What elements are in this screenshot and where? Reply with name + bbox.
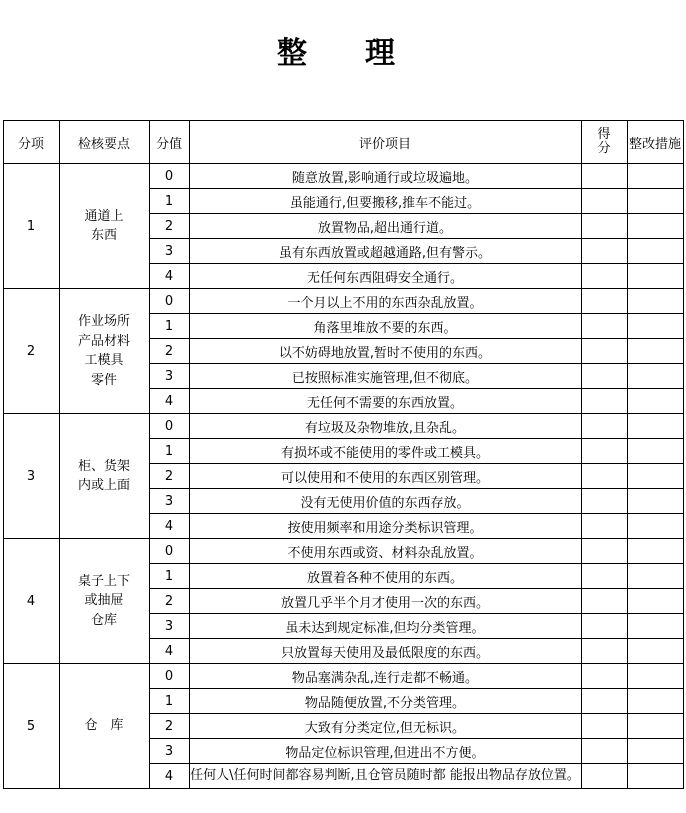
cell-got-score[interactable] xyxy=(581,314,627,339)
cell-correction[interactable] xyxy=(627,664,683,689)
cell-correction[interactable] xyxy=(627,764,683,789)
cell-score-value: 2 xyxy=(149,464,189,489)
cell-correction[interactable] xyxy=(627,214,683,239)
cell-evaluation-item: 以不妨碍地放置,暂时不使用的东西。 xyxy=(189,339,581,364)
column-header-score-value: 分值 xyxy=(149,121,189,164)
cell-score-value: 4 xyxy=(149,264,189,289)
cell-score-value: 4 xyxy=(149,639,189,664)
cell-evaluation-item: 物品随便放置,不分类管理。 xyxy=(189,689,581,714)
cell-got-score[interactable] xyxy=(581,464,627,489)
column-header-got-score xyxy=(581,121,627,164)
cell-evaluation-item: 放置物品,超出通行道。 xyxy=(189,214,581,239)
cell-correction[interactable] xyxy=(627,614,683,639)
cell-got-score[interactable] xyxy=(581,589,627,614)
cell-evaluation-item: 放置着各种不使用的东西。 xyxy=(189,564,581,589)
cell-correction[interactable] xyxy=(627,189,683,214)
cell-correction[interactable] xyxy=(627,239,683,264)
column-header-evaluation-item: 评价项目 xyxy=(189,121,581,164)
cell-evaluation-item: 已按照标准实施管理,但不彻底。 xyxy=(189,364,581,389)
check-point-line: 通道上 xyxy=(84,208,124,224)
check-point-line: 或抽屉 xyxy=(84,593,124,609)
check-point-line: 内或上面 xyxy=(77,478,130,493)
cell-score-value: 3 xyxy=(149,239,189,264)
cell-score-value: 3 xyxy=(149,739,189,764)
document-page xyxy=(0,36,686,813)
table-body xyxy=(3,164,683,789)
table-header xyxy=(3,121,683,164)
cell-score-value: 0 xyxy=(149,664,189,689)
cell-score-value: 0 xyxy=(149,539,189,564)
cell-got-score[interactable] xyxy=(581,714,627,739)
table-row xyxy=(3,289,683,314)
cell-check-point xyxy=(59,664,149,789)
cell-got-score[interactable] xyxy=(581,339,627,364)
check-point-line: 零件 xyxy=(90,372,117,388)
cell-check-point xyxy=(59,289,149,414)
cell-evaluation-item: 角落里堆放不要的东西。 xyxy=(189,314,581,339)
cell-sub-item: 1 xyxy=(3,164,59,289)
cell-score-value: 0 xyxy=(149,414,189,439)
cell-score-value: 1 xyxy=(149,314,189,339)
cell-correction[interactable] xyxy=(627,414,683,439)
cell-evaluation-item: 物品定位标识管理,但进出不方便。 xyxy=(189,739,581,764)
cell-correction[interactable] xyxy=(627,364,683,389)
cell-got-score[interactable] xyxy=(581,539,627,564)
cell-got-score[interactable] xyxy=(581,564,627,589)
check-point-line: 东西 xyxy=(90,228,117,243)
cell-evaluation-item: 没有无使用价值的东西存放。 xyxy=(189,489,581,514)
cell-sub-item: 3 xyxy=(3,414,59,539)
cell-got-score[interactable] xyxy=(581,364,627,389)
cell-got-score[interactable] xyxy=(581,739,627,764)
cell-got-score[interactable] xyxy=(581,164,627,189)
cell-evaluation-item: 可以使用和不使用的东西区别管理。 xyxy=(189,464,581,489)
cell-check-point xyxy=(59,539,149,664)
check-point-line: 作业场所 xyxy=(77,314,130,329)
check-point-line: 仓 库 xyxy=(84,718,124,734)
cell-correction[interactable] xyxy=(627,264,683,289)
cell-score-value: 4 xyxy=(149,514,189,539)
cell-score-value: 3 xyxy=(149,614,189,639)
cell-correction[interactable] xyxy=(627,464,683,489)
cell-score-value: 2 xyxy=(149,589,189,614)
cell-correction[interactable] xyxy=(627,389,683,414)
cell-evaluation-item: 无任何不需要的东西放置。 xyxy=(189,389,581,414)
cell-correction[interactable] xyxy=(627,564,683,589)
check-point-line: 桌子上下 xyxy=(77,573,130,589)
cell-got-score[interactable] xyxy=(581,414,627,439)
cell-correction[interactable] xyxy=(627,514,683,539)
cell-got-score[interactable] xyxy=(581,439,627,464)
cell-correction[interactable] xyxy=(627,589,683,614)
cell-correction[interactable] xyxy=(627,164,683,189)
cell-evaluation-item: 物品塞满杂乱,连行走都不畅通。 xyxy=(189,664,581,689)
check-point-line: 工模具 xyxy=(84,353,124,368)
cell-correction[interactable] xyxy=(627,489,683,514)
cell-correction[interactable] xyxy=(627,339,683,364)
cell-score-value: 3 xyxy=(149,364,189,389)
column-header-check-point: 检核要点 xyxy=(59,121,149,164)
table-row xyxy=(3,539,683,564)
column-header-correction: 整改措施 xyxy=(627,121,683,164)
cell-got-score[interactable] xyxy=(581,489,627,514)
got-score-line-1: 得 xyxy=(597,127,611,143)
cell-got-score[interactable] xyxy=(581,689,627,714)
cell-score-value: 1 xyxy=(149,689,189,714)
table-row xyxy=(3,664,683,689)
check-point-line: 柜、货架 xyxy=(77,458,130,474)
cell-correction[interactable] xyxy=(627,714,683,739)
cell-correction[interactable] xyxy=(627,639,683,664)
cell-evaluation-item: 大致有分类定位,但无标识。 xyxy=(189,714,581,739)
cell-correction[interactable] xyxy=(627,689,683,714)
page-title: 整 理 xyxy=(277,36,409,71)
cell-got-score[interactable] xyxy=(581,289,627,314)
cell-got-score[interactable] xyxy=(581,614,627,639)
cell-got-score[interactable] xyxy=(581,639,627,664)
table-row xyxy=(3,414,683,439)
cell-got-score[interactable] xyxy=(581,239,627,264)
column-header-sub-item: 分项 xyxy=(3,121,59,164)
cell-got-score[interactable] xyxy=(581,389,627,414)
cell-evaluation-item: 不使用东西或资、材料杂乱放置。 xyxy=(189,539,581,564)
cell-sub-item: 2 xyxy=(3,289,59,414)
cell-got-score[interactable] xyxy=(581,214,627,239)
cell-correction[interactable] xyxy=(627,739,683,764)
cell-correction[interactable] xyxy=(627,289,683,314)
cell-score-value: 1 xyxy=(149,439,189,464)
cell-score-value: 3 xyxy=(149,489,189,514)
cell-check-point xyxy=(59,414,149,539)
cell-got-score[interactable] xyxy=(581,664,627,689)
cell-evaluation-item: 有垃圾及杂物堆放,且杂乱。 xyxy=(189,414,581,439)
cell-evaluation-item: 虽有东西放置或超越通路,但有警示。 xyxy=(189,239,581,264)
cell-evaluation-item: 无任何东西阻碍安全通行。 xyxy=(189,264,581,289)
cell-evaluation-item: 一个月以上不用的东西杂乱放置。 xyxy=(189,289,581,314)
cell-evaluation-item: 有损坏或不能使用的零件或工模具。 xyxy=(189,439,581,464)
cell-evaluation-item: 虽能通行,但要搬移,推车不能过。 xyxy=(189,189,581,214)
cell-got-score[interactable] xyxy=(581,264,627,289)
cell-evaluation-item: 虽未达到规定标准,但均分类管理。 xyxy=(189,614,581,639)
got-score-line-2: 分 xyxy=(597,141,611,156)
cell-check-point xyxy=(59,164,149,289)
cell-score-value: 1 xyxy=(149,564,189,589)
cell-evaluation-item: 随意放置,影响通行或垃圾遍地。 xyxy=(189,164,581,189)
table-header-row xyxy=(3,121,683,164)
cell-got-score[interactable] xyxy=(581,189,627,214)
cell-evaluation-item: 任何人\任何时间都容易判断,且仓管员随时都 能报出物品存放位置。 xyxy=(189,764,581,789)
cell-score-value: 2 xyxy=(149,339,189,364)
cell-got-score[interactable] xyxy=(581,764,627,789)
cell-evaluation-item: 只放置每天使用及最低限度的东西。 xyxy=(189,639,581,664)
cell-correction[interactable] xyxy=(627,314,683,339)
cell-evaluation-item: 按使用频率和用途分类标识管理。 xyxy=(189,514,581,539)
cell-correction[interactable] xyxy=(627,439,683,464)
check-point-line: 产品材料 xyxy=(77,333,130,349)
cell-correction[interactable] xyxy=(627,539,683,564)
cell-sub-item: 4 xyxy=(3,539,59,664)
cell-score-value: 2 xyxy=(149,214,189,239)
cell-score-value: 0 xyxy=(149,164,189,189)
cell-sub-item: 5 xyxy=(3,664,59,789)
cell-evaluation-item: 放置几乎半个月才使用一次的东西。 xyxy=(189,589,581,614)
cell-got-score[interactable] xyxy=(581,514,627,539)
evaluation-table xyxy=(3,120,684,789)
check-point-line: 仓库 xyxy=(90,612,117,628)
cell-score-value: 2 xyxy=(149,714,189,739)
table-row xyxy=(3,164,683,189)
cell-score-value: 0 xyxy=(149,289,189,314)
cell-score-value: 4 xyxy=(149,764,189,789)
cell-score-value: 1 xyxy=(149,189,189,214)
cell-score-value: 4 xyxy=(149,389,189,414)
